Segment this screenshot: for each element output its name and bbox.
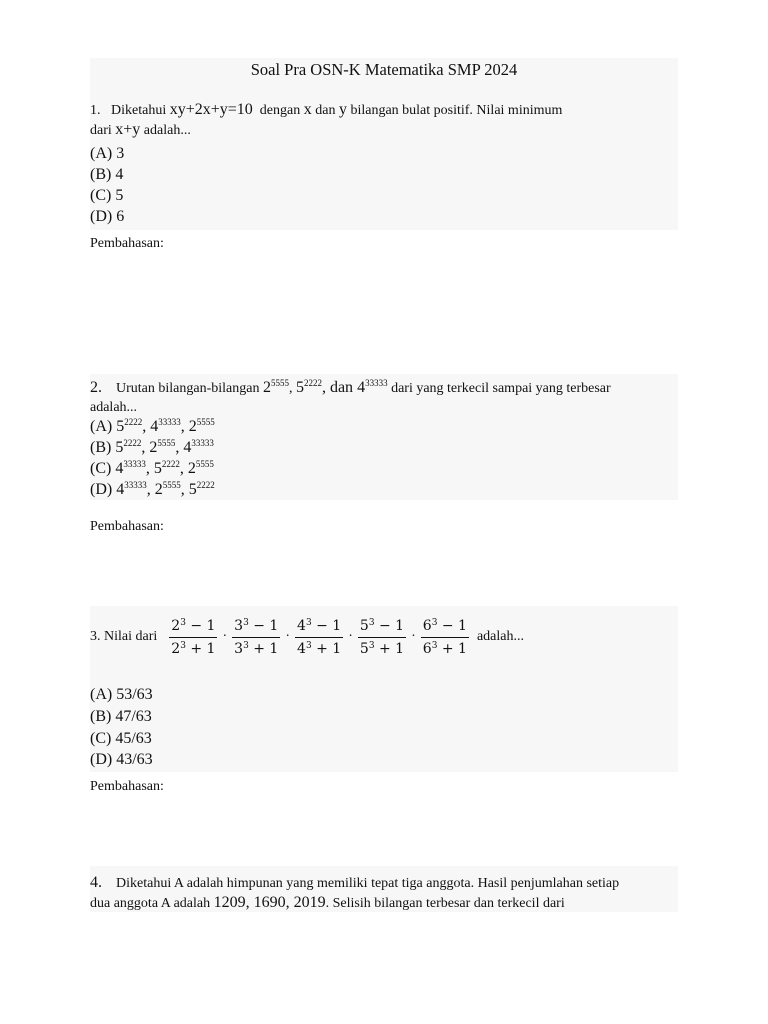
page-title: Soal Pra OSN-K Matematika SMP 2024 <box>250 60 518 79</box>
math-variable: x <box>303 101 312 118</box>
question-text: Diketahui A adalah himpunan yang memiliki tepat tiga anggota. Hasil penjumlahan setiap <box>116 876 620 891</box>
option-b: (B) 4 <box>90 166 124 183</box>
denominator-base: 4 <box>297 640 306 657</box>
power-exponent: 2222 <box>123 438 142 448</box>
power-exponent: 2222 <box>161 459 180 469</box>
question-text: dari yang terkecil sampai yang terbesar <box>387 381 611 396</box>
numerator-base: 4 <box>297 617 306 634</box>
power-exponent: 33333 <box>365 378 388 388</box>
exponent: 3 <box>305 640 312 651</box>
multiply-dot: · <box>285 629 291 644</box>
option-b: (B) 47/63 <box>90 708 152 725</box>
exponent: 3 <box>305 617 312 628</box>
denominator-base: 5 <box>359 640 369 657</box>
math-values: 1209, 1690, 2019 <box>213 894 326 911</box>
option-b: (B) $5^{2222}$, $2^{5555}$, $4^{33333}$ <box>90 438 214 456</box>
power-base: 2 <box>154 481 163 498</box>
power-base: 5 <box>115 439 124 456</box>
option-label: (A) <box>90 418 117 435</box>
power-exponent: 33333 <box>191 438 214 448</box>
option-a: (A) 53/63 <box>90 686 153 703</box>
question-text: , dan <box>321 379 358 396</box>
numerator-op: − 1 <box>374 617 405 634</box>
power-base: 2 <box>188 418 197 435</box>
question-number: 2. <box>90 379 102 396</box>
option-c: (C) 45/63 <box>90 730 152 747</box>
question-text: dua anggota A adalah <box>90 896 214 911</box>
power-exponent: 2222 <box>303 378 322 388</box>
multiply-dot: · <box>222 629 228 644</box>
option-d: (D) 43/63 <box>90 751 153 768</box>
denominator-base: 3 <box>234 640 244 657</box>
denominator-op: + 1 <box>437 640 467 657</box>
question-number: 4. <box>90 874 102 891</box>
question-text: adalah... <box>140 123 191 138</box>
numerator-op: − 1 <box>248 617 279 634</box>
power-base: 5 <box>153 460 162 477</box>
power-base: 4 <box>116 481 125 498</box>
option-c: (C) $4^{33333}$, $5^{2222}$, $2^{5555}$ <box>90 459 214 477</box>
fraction <box>421 617 469 658</box>
numerator-base: 6 <box>422 617 432 634</box>
math-variable: y <box>338 101 347 118</box>
numerator-op: − 1 <box>437 617 467 634</box>
exponent: 3 <box>243 617 249 628</box>
pembahasan-label: Pembahasan: <box>90 519 164 534</box>
fraction-product <box>167 617 471 658</box>
power-base: 2 <box>187 460 196 477</box>
denominator-op: + 1 <box>374 640 405 657</box>
power-base: 4 <box>115 460 124 477</box>
math-expression: xy+2x+y=10 <box>169 101 253 118</box>
question-number: 1. <box>90 103 101 118</box>
power-exponent: 2222 <box>196 480 215 490</box>
option-d: (D) 6 <box>90 208 125 225</box>
question-text: . Selisih bilangan terbesar dan terkecil dari <box>325 896 565 911</box>
power-base: 5 <box>116 418 125 435</box>
question-text: dan <box>311 103 339 118</box>
power-exponent: 5555 <box>270 378 289 388</box>
power-base: 2 <box>149 439 158 456</box>
power-exponent: 33333 <box>123 459 146 469</box>
question-text: bilangan bulat positif. Nilai minimum <box>346 103 563 118</box>
option-c: (C) 5 <box>90 187 124 204</box>
exponent: 3 <box>180 640 186 651</box>
denominator-op: + 1 <box>248 640 279 657</box>
fraction <box>358 617 406 658</box>
fraction <box>295 617 343 658</box>
question-1-line-2 <box>90 121 191 140</box>
question-text: dari <box>90 123 116 138</box>
numerator-op: − 1 <box>311 617 342 634</box>
power-base: 2 <box>262 379 271 396</box>
denominator-base: 2 <box>171 640 181 657</box>
power-exponent: 5555 <box>195 459 214 469</box>
power-base: 4 <box>183 439 192 456</box>
pembahasan-label: Pembahasan: <box>90 236 164 251</box>
power-exponent: 5555 <box>196 417 215 427</box>
option-d: (D) $4^{33333}$, $2^{5555}$, $5^{2222}$ <box>90 480 215 498</box>
question-1-block <box>90 58 678 230</box>
power-base: 4 <box>150 418 159 435</box>
option-label: (C) <box>90 460 116 477</box>
numerator-base: 5 <box>359 617 369 634</box>
exponent: 3 <box>431 617 438 628</box>
multiply-dot: · <box>348 629 353 644</box>
power-base: 5 <box>188 481 197 498</box>
option-label: (B) <box>90 439 116 456</box>
math-expression: x+y <box>115 121 141 138</box>
denominator-op: + 1 <box>185 640 216 657</box>
multiply-dot: · <box>411 629 416 644</box>
power-exponent: 2222 <box>124 417 143 427</box>
power-base: 5 <box>295 379 304 396</box>
option-a: (A) $5^{2222}$, $4^{33333}$, $2^{5555}$ <box>90 417 215 435</box>
exponent: 3 <box>243 640 249 651</box>
question-lead: 3. Nilai dari <box>90 629 158 644</box>
option-label: (D) <box>90 481 117 498</box>
question-tail: adalah... <box>476 629 524 644</box>
power-exponent: 5555 <box>157 438 176 448</box>
question-1-line-1 <box>90 101 562 120</box>
question-text: Urutan bilangan-bilangan <box>116 381 263 396</box>
question-3-line-1 <box>90 612 524 662</box>
power-exponent: 33333 <box>158 417 181 427</box>
fraction <box>232 617 280 658</box>
exponent: 3 <box>431 640 438 651</box>
pembahasan-label: Pembahasan: <box>90 779 164 794</box>
exponent: 3 <box>368 640 375 651</box>
exponent: 3 <box>180 617 186 628</box>
numerator-base: 3 <box>234 617 244 634</box>
power-base: 4 <box>357 379 366 396</box>
power-exponent: 5555 <box>162 480 181 490</box>
numerator-base: 2 <box>171 617 181 634</box>
exponent: 3 <box>368 617 375 628</box>
question-4-line-2 <box>90 894 565 913</box>
option-a: (A) 3 <box>90 145 125 162</box>
question-text: dengan <box>252 103 304 118</box>
denominator-op: + 1 <box>311 640 342 657</box>
question-text: Diketahui <box>111 103 170 118</box>
question-4-line-1 <box>90 874 619 893</box>
power-exponent: 33333 <box>124 480 147 490</box>
denominator-base: 6 <box>422 640 432 657</box>
question-2-line-1: 2. Urutan bilangan-bilangan $2^{5555}$, $5^{2222}$, dan $4^{33333}$ dari yang terkecil sampai yang terbesar <box>90 378 611 396</box>
question-2-line-2: adalah... <box>90 400 138 415</box>
numerator-op: − 1 <box>185 617 216 634</box>
fraction <box>169 617 217 658</box>
